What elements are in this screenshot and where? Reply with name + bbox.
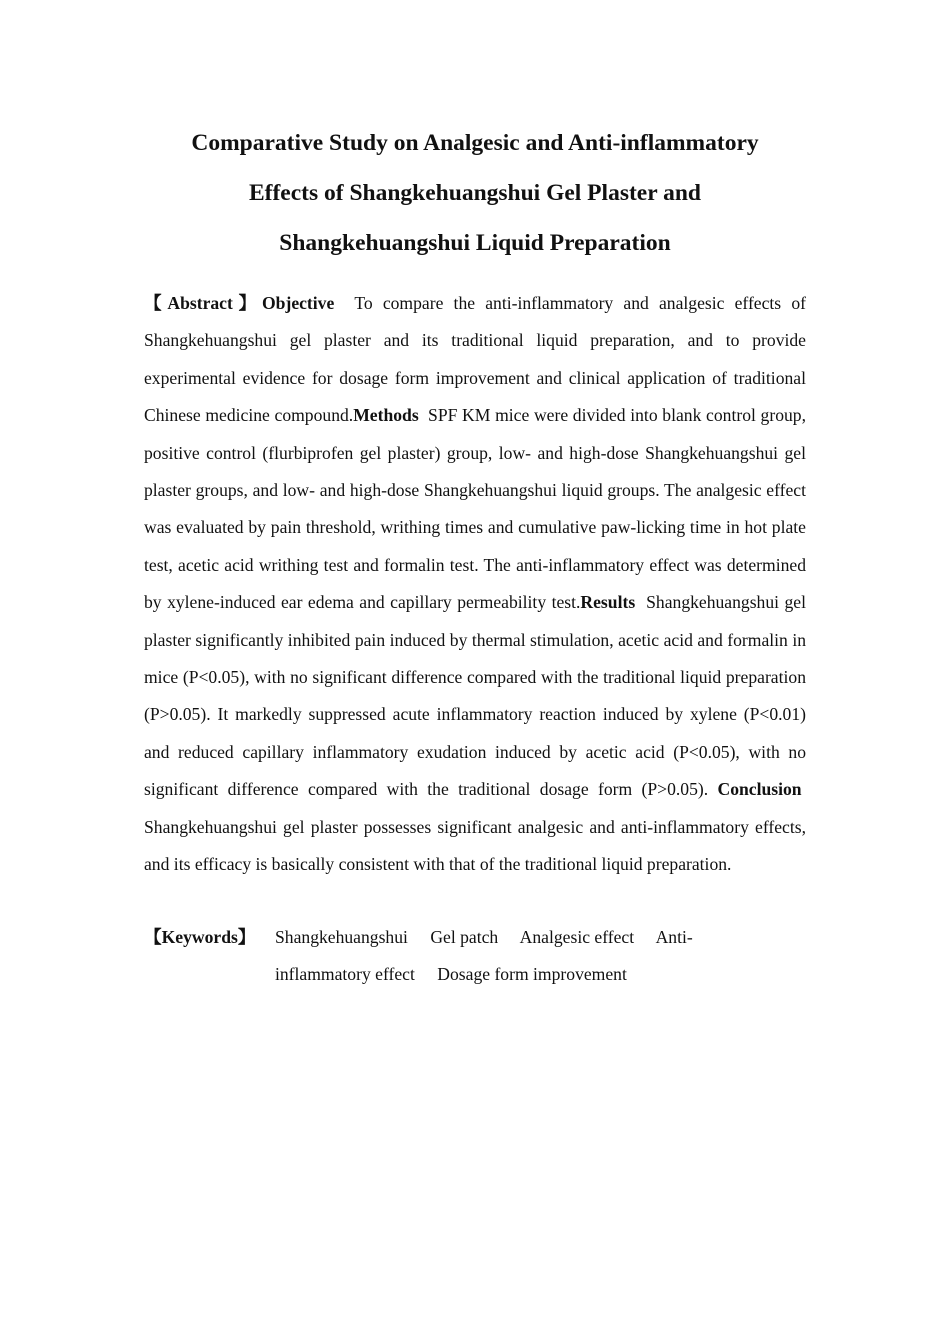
paper-title bbox=[140, 118, 810, 268]
keyword-item: Shangkehuangshui bbox=[275, 926, 408, 947]
keyword-item: Dosage form improvement bbox=[437, 963, 627, 984]
title-line: Shangkehuangshui Liquid Preparation bbox=[279, 230, 671, 256]
title-line: Effects of Shangkehuangshui Gel Plaster and bbox=[248, 180, 701, 206]
paper-page bbox=[144, 118, 806, 993]
abstract-paragraph bbox=[144, 285, 806, 884]
results-heading: Results bbox=[580, 592, 636, 613]
keywords-section bbox=[144, 919, 806, 994]
conclusion-heading: Conclusion bbox=[717, 779, 802, 800]
keyword-item: Gel patch bbox=[430, 926, 499, 947]
abstract-label: 【Abstract】 bbox=[144, 293, 262, 313]
title-line: Comparative Study on Analgesic and Anti-inflammatory bbox=[191, 130, 759, 156]
objective-heading: Objective bbox=[261, 293, 335, 313]
keywords-label: 【Keywords】 bbox=[144, 926, 256, 947]
methods-heading: Methods bbox=[353, 405, 419, 426]
keyword-item: Analgesic effect bbox=[519, 926, 635, 947]
results-text: Shangkehuangshui gel plaster significantly inhibited pain induced by thermal stimulation, acetic acid and formalin in mice (P<0.05), with no significant difference compared with the traditional liquid preparation (P>0.05). It markedly suppressed acute inflammatory reaction induced by xylene (P<0.01) and reduced capillary inflammatory exudation induced by acetic acid (P<0.05), with no significant difference compared with the traditional dosage form (P>0.05). bbox=[144, 592, 807, 800]
methods-text: SPF KM mice were divided into blank control group, positive control (flurbiprofen gel plaster) group, low- and high-dose Shangkehuangshui gel plaster groups, and low- and high-dose Shangkehuangshui liquid groups. The analgesic effect was evaluated by pain threshold, writhing times and cumulative paw-licking time in hot plate test, acetic acid writhing test and formalin test. The anti-inflammatory effect was determined by xylene-induced ear edema and capillary permeability test. bbox=[144, 405, 806, 613]
keywords-list bbox=[275, 919, 725, 994]
conclusion-text: Shangkehuangshui gel plaster possesses significant analgesic and anti-inflammatory effects, and its efficacy is basically consistent with that of the traditional liquid preparation. bbox=[144, 816, 806, 875]
keyword-item: Anti-inflammatory effect bbox=[275, 926, 693, 984]
objective-text: To compare the anti-inflammatory and analgesic effects of Shangkehuangshui gel plaster and its traditional liquid preparation, and to provide experimental evidence for dosage form improvement and clinical application of traditional Chinese medicine compound. bbox=[144, 293, 806, 426]
